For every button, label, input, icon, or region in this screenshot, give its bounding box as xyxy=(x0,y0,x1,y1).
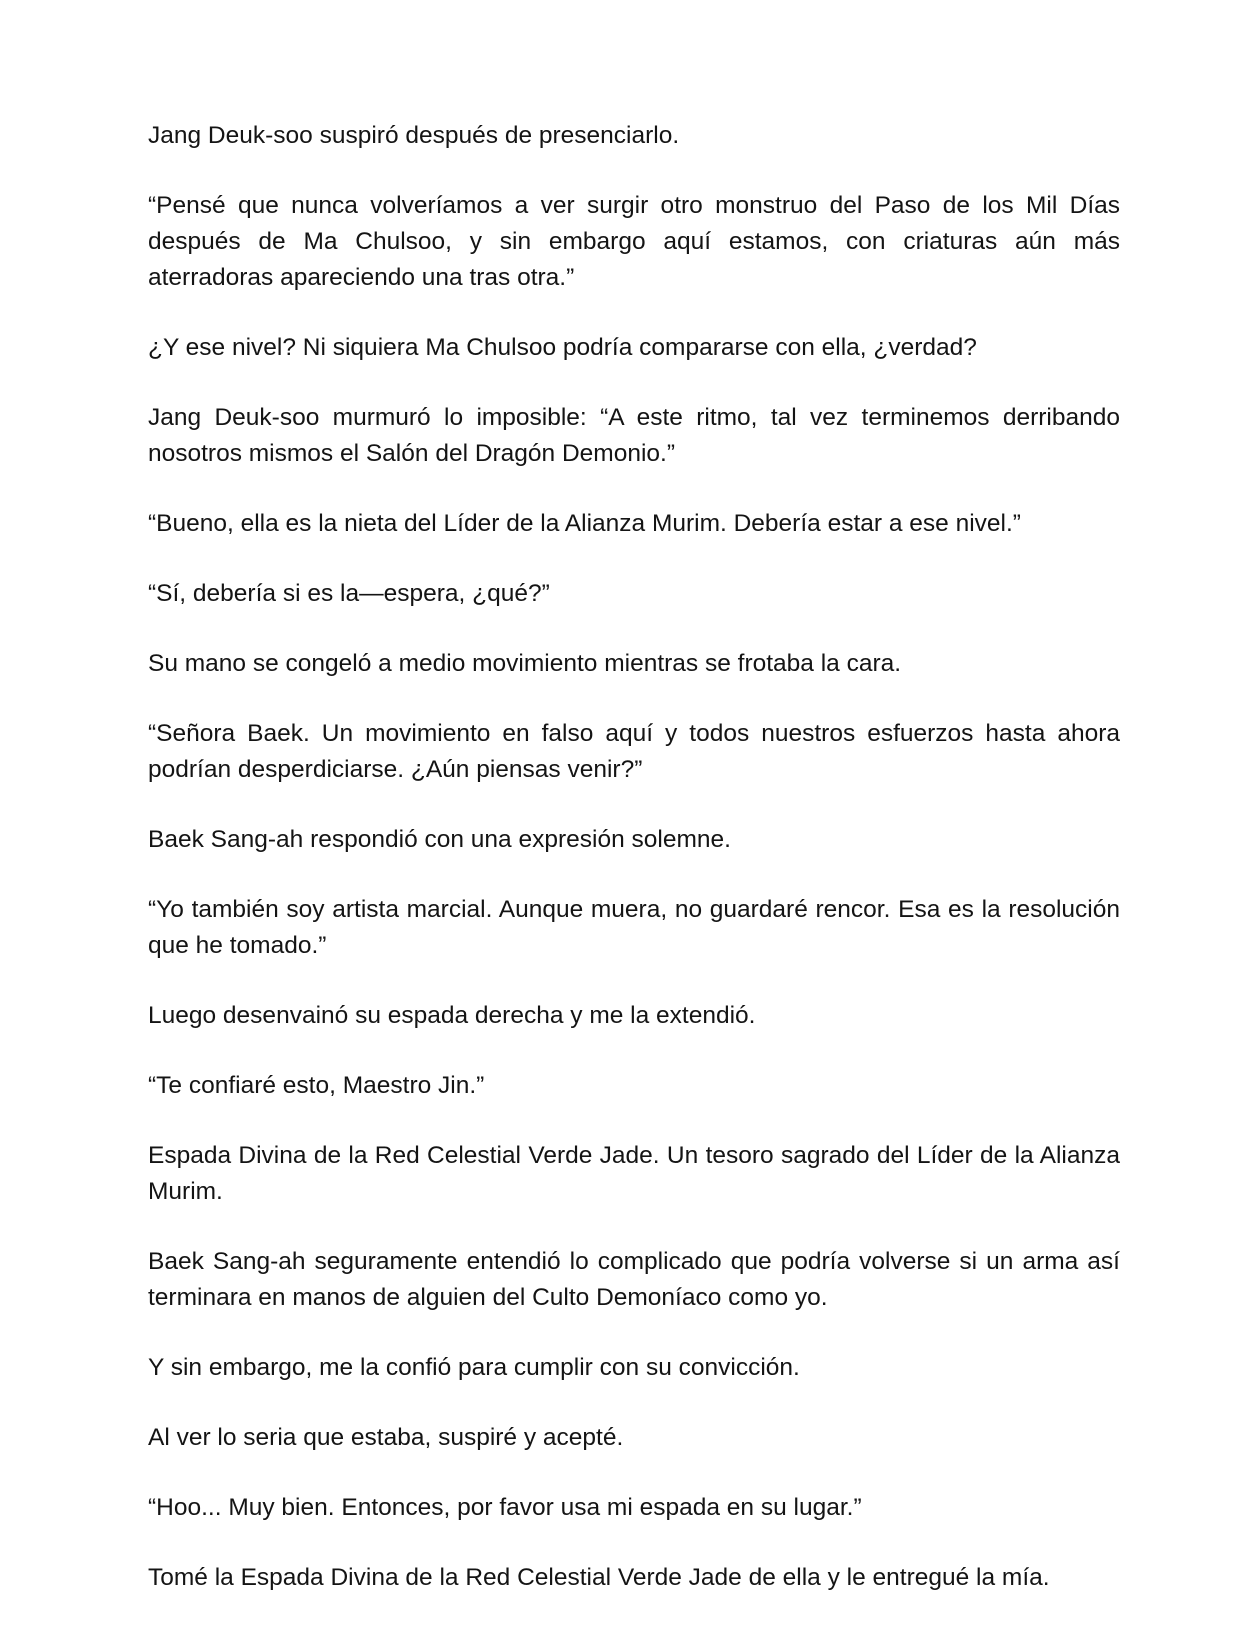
paragraph: Luego desenvainó su espada derecha y me la extendió. xyxy=(148,1002,756,1029)
paragraph: “Hoo... Muy bien. Entonces, por favor usa mi espada en su lugar.” xyxy=(148,1494,862,1521)
paragraph: Espada Divina de la Red Celestial Verde Jade. Un tesoro sagrado del Líder de la Alianza Murim. xyxy=(148,1142,1120,1205)
paragraph: Al ver lo seria que estaba, suspiré y acepté. xyxy=(148,1424,624,1451)
paragraph: “Señora Baek. Un movimiento en falso aquí y todos nuestros esfuerzos hasta ahora podrían desperdiciarse. ¿Aún piensas venir?” xyxy=(148,720,1120,783)
paragraph: “Sí, debería si es la—espera, ¿qué?” xyxy=(148,580,550,607)
paragraph: ¿Y ese nivel? Ni siquiera Ma Chulsoo podría compararse con ella, ¿verdad? xyxy=(148,334,977,361)
paragraph: Baek Sang-ah respondió con una expresión solemne. xyxy=(148,826,731,853)
paragraph: Baek Sang-ah seguramente entendió lo complicado que podría volverse si un arma así terminara en manos de alguien del Culto Demoníaco como yo. xyxy=(148,1248,1120,1311)
document-body xyxy=(148,118,1120,1630)
paragraph: Y sin embargo, me la confió para cumplir con su convicción. xyxy=(148,1354,800,1381)
paragraph: Tomé la Espada Divina de la Red Celestial Verde Jade de ella y le entregué la mía. xyxy=(148,1564,1050,1591)
paragraph: Jang Deuk-soo suspiró después de presenciarlo. xyxy=(148,122,680,149)
paragraph: “Bueno, ella es la nieta del Líder de la Alianza Murim. Debería estar a ese nivel.” xyxy=(148,510,1021,537)
paragraph: “Pensé que nunca volveríamos a ver surgir otro monstruo del Paso de los Mil Días después de Ma Chulsoo, y sin embargo aquí estamos, con criaturas aún más aterradoras apareciendo una tras otra.” xyxy=(148,192,1120,291)
paragraph: “Yo también soy artista marcial. Aunque muera, no guardaré rencor. Esa es la resolución que he tomado.” xyxy=(148,896,1120,959)
paragraph: Jang Deuk-soo murmuró lo imposible: “A este ritmo, tal vez terminemos derribando nosotros mismos el Salón del Dragón Demonio.” xyxy=(148,404,1120,467)
paragraph: Su mano se congeló a medio movimiento mientras se frotaba la cara. xyxy=(148,650,902,677)
paragraph: “Te confiaré esto, Maestro Jin.” xyxy=(148,1072,485,1099)
